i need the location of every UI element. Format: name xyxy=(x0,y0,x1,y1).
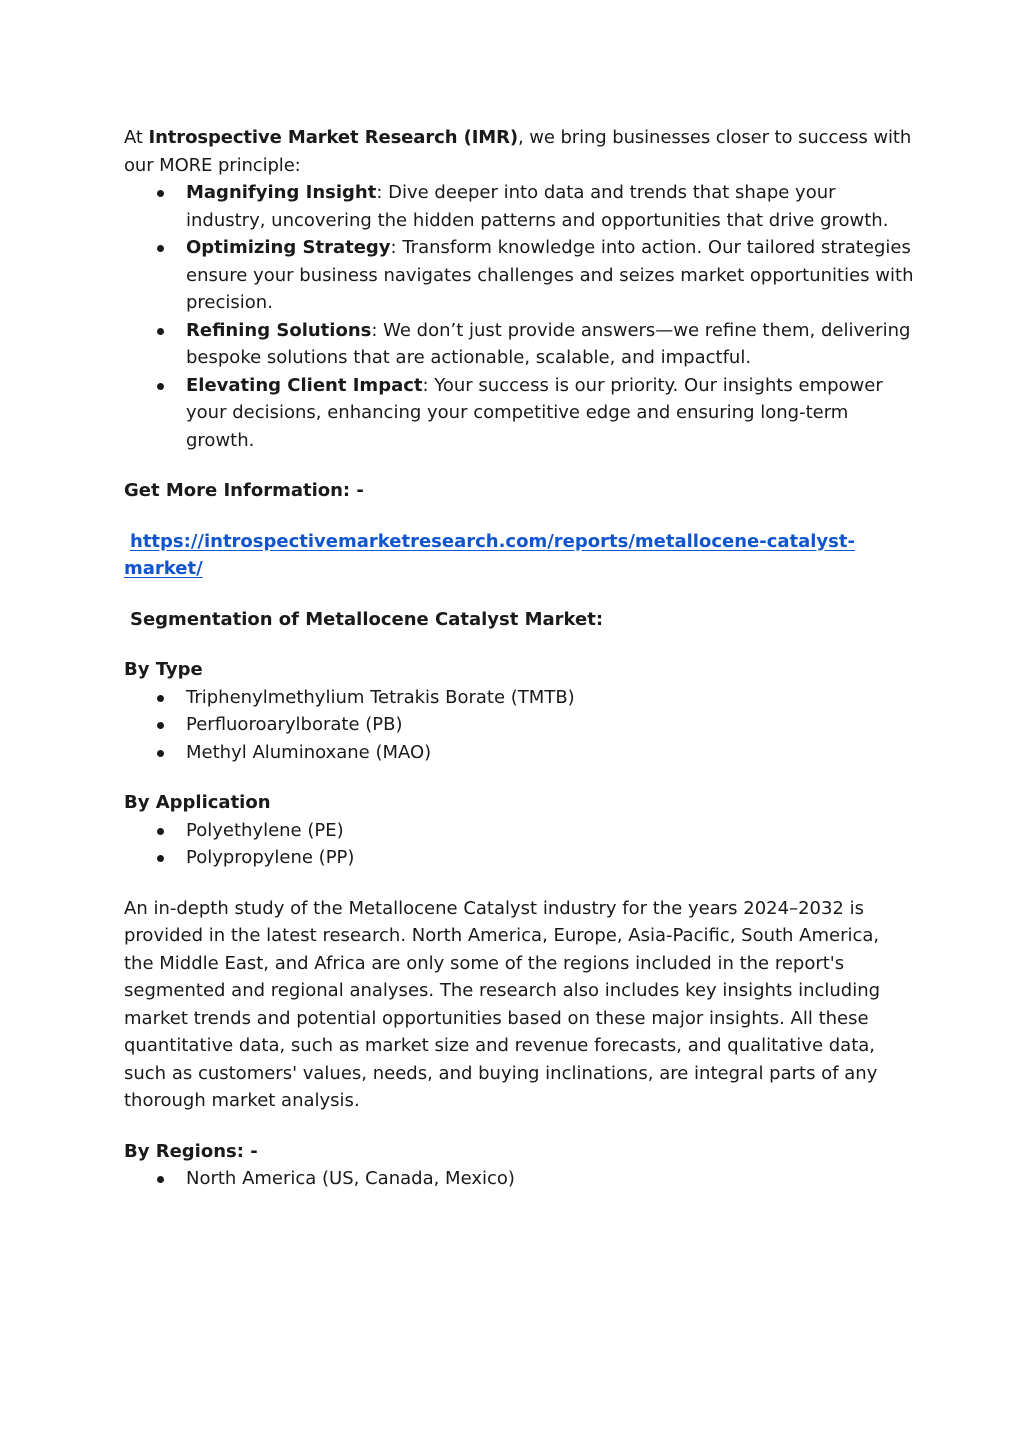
more-info-heading: Get More Information: - xyxy=(124,480,364,501)
list-item xyxy=(124,179,914,234)
by-application-heading: By Application xyxy=(124,792,271,813)
principle-title: Magnifying Insight xyxy=(186,182,377,203)
principle-text: : Your success is our priority. Our insights empower your decisions, enhancing your competitive edge and ensuring long-term growth. xyxy=(186,374,883,451)
intro-paragraph xyxy=(124,124,914,179)
list-item xyxy=(124,817,914,845)
bullet-icon xyxy=(157,190,164,197)
list-item xyxy=(124,234,914,317)
document-page xyxy=(124,124,914,1193)
company-name: Introspective Market Research (IMR) xyxy=(148,127,518,148)
report-link-line2[interactable]: market/ xyxy=(124,558,203,579)
report-link-paragraph xyxy=(124,528,914,583)
list-item xyxy=(124,317,914,372)
principle-title: Optimizing Strategy xyxy=(186,237,391,258)
study-paragraph: An in-depth study of the Metallocene Catalyst industry for the years 2024–2032 is provided in the latest research. North America, Europe, Asia-Pacific, South America, the Middle East, and Africa are only some of the regions included in the report's segmented and regional analyses. The research also includes key insights including market trends and potential opportunities based on these major insights. All these quantitative data, such as market size and revenue forecasts, and qualitative data, such as customers' values, needs, and buying inclinations, are integral parts of any thorough market analysis. xyxy=(124,897,881,1111)
list-item xyxy=(124,711,914,739)
list-item xyxy=(124,739,914,767)
segmentation-heading: Segmentation of Metallocene Catalyst Market: xyxy=(130,608,604,630)
bullet-icon xyxy=(157,1176,164,1183)
list-item xyxy=(124,684,914,712)
type-item: Methyl Aluminoxane (MAO) xyxy=(186,741,432,763)
report-link[interactable] xyxy=(124,531,855,580)
bullet-icon xyxy=(157,855,164,862)
principle-title: Refining Solutions xyxy=(186,319,372,341)
bullet-icon xyxy=(157,695,164,702)
bullet-icon xyxy=(157,328,164,335)
regions-list xyxy=(124,1165,914,1193)
intro-prefix: At xyxy=(124,127,149,148)
principle-text: : Transform knowledge into action. Our tailored strategies ensure your business navigates challenges and seizes market opportunities with precision. xyxy=(186,237,914,313)
by-type-list xyxy=(124,684,914,767)
application-item: Polyethylene (PE) xyxy=(186,819,344,841)
intro-suffix: , we bring businesses closer to success with our MORE principle: xyxy=(124,127,912,176)
more-principle-list xyxy=(124,179,914,454)
region-item: North America (US, Canada, Mexico) xyxy=(186,1168,515,1189)
bullet-icon xyxy=(157,245,164,252)
list-item xyxy=(124,844,914,872)
by-type-heading: By Type xyxy=(124,659,203,680)
principle-text: : Dive deeper into data and trends that shape your industry, uncovering the hidden patterns and opportunities that drive growth. xyxy=(186,182,889,231)
principle-text: : We don’t just provide answers—we refine them, delivering bespoke solutions that are actionable, scalable, and impactful. xyxy=(186,319,911,368)
bullet-icon xyxy=(157,750,164,757)
bullet-icon xyxy=(157,722,164,729)
bullet-icon xyxy=(157,828,164,835)
principle-title: Elevating Client Impact xyxy=(186,374,423,396)
type-item: Perfluoroarylborate (PB) xyxy=(186,714,403,735)
list-item xyxy=(124,372,914,455)
by-application-list xyxy=(124,817,914,872)
regions-heading: By Regions: - xyxy=(124,1140,258,1162)
list-item xyxy=(124,1165,914,1193)
application-item: Polypropylene (PP) xyxy=(186,847,355,868)
type-item: Triphenylmethylium Tetrakis Borate (TMTB) xyxy=(186,686,575,708)
bullet-icon xyxy=(157,383,164,390)
report-link-line1[interactable]: https://introspectivemarketresearch.com/reports/metallocene-catalyst- xyxy=(130,530,855,552)
